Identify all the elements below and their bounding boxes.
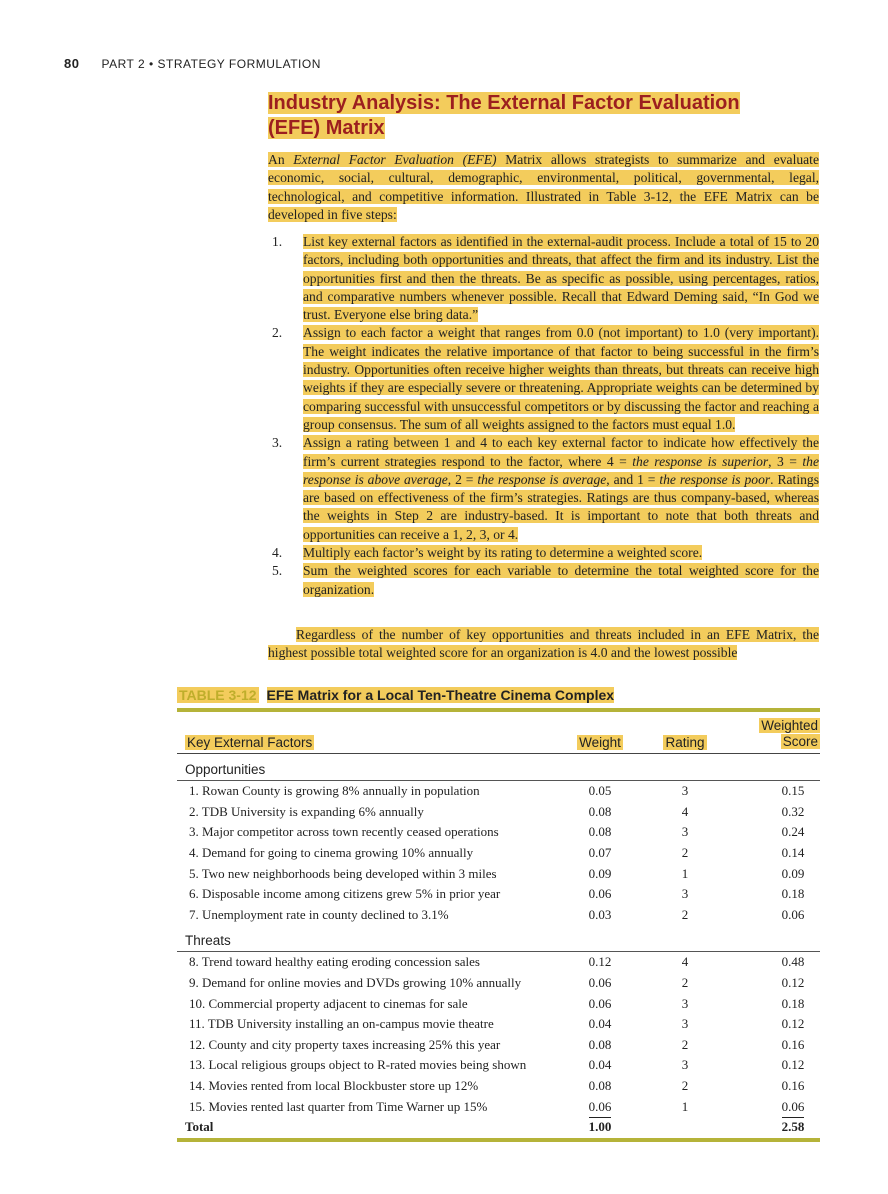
cell-weight: 0.06 <box>588 1098 612 1114</box>
cell-score: 0.16 <box>781 1036 805 1052</box>
total-row <box>177 1117 820 1140</box>
group-row-threats: Threats <box>177 925 820 952</box>
cell-factor: 15. Movies rented last quarter from Time Warner up 15% <box>189 1098 488 1114</box>
cell-weight: 0.04 <box>588 1016 612 1032</box>
cell-score: 0.06 <box>781 1098 805 1114</box>
page-number: 80 <box>64 56 80 71</box>
step-item: 4. Multiply each factor’s weight by its rating to determine a weighted score. <box>272 545 703 561</box>
col-header-weight: Weight <box>560 712 640 754</box>
section-heading-line2: (EFE) Matrix <box>268 117 385 139</box>
cell-factor: 6. Disposable income among citizens grew 5% in prior year <box>189 886 501 902</box>
table-row <box>177 884 820 905</box>
cell-score: 0.18 <box>781 995 805 1011</box>
table-row <box>177 993 820 1014</box>
cell-score: 0.15 <box>781 783 805 799</box>
cell-weight: 0.08 <box>588 1078 612 1094</box>
cell-weight: 0.07 <box>588 845 612 861</box>
total-score: 2.58 <box>781 1119 805 1135</box>
cell-rating: 2 <box>681 906 689 922</box>
cell-score: 0.18 <box>781 886 805 902</box>
cell-rating: 2 <box>681 1036 689 1052</box>
cell-score: 0.06 <box>781 906 805 922</box>
table-row <box>177 822 820 843</box>
table-row <box>177 1055 820 1076</box>
cell-factor: 9. Demand for online movies and DVDs growing 10% annually <box>189 975 522 991</box>
cell-weight: 0.05 <box>588 783 612 799</box>
step-item: 2. Assign to each factor a weight that ranges from 0.0 (not important) to 1.0 (very important). The weight indicates the relative importance of that factor to being successful in the firm’s industry. Opportunities often receive higher weights than threats, but threats can receive high weights if they are especially severe or threatening. Appropriate weights can be determined by comparing successful with unsuccessful competitors or by discussing the factor and reaching a group consensus. The sum of all weights assigned to the factors must equal 1.0. <box>272 325 819 432</box>
cell-rating: 3 <box>681 995 689 1011</box>
cell-score: 0.16 <box>781 1078 805 1094</box>
closing-paragraph: Regardless of the number of key opportunities and threats included in an EFE Matrix, the highest possible total weighted score for an organization is 4.0 and the lowest possible <box>268 627 819 661</box>
cell-rating: 3 <box>681 824 689 840</box>
step-item: 1. List key external factors as identified in the external-audit process. Include a total of 15 to 20 factors, including both opportunities and threats, that affect the firm and its industry. List the opportunities first and then the threats. Be as specific as possible, using percentages, ratios, and comparative numbers whenever possible. Recall that Edward Deming said, “In God we trust. Everyone else bring data.” <box>272 234 819 323</box>
cell-rating: 3 <box>681 886 689 902</box>
step-item: 5. Sum the weighted scores for each variable to determine the total weighted score for the organization. <box>272 563 819 597</box>
cell-factor: 8. Trend toward healthy eating eroding concession sales <box>189 954 480 970</box>
col-header-factor: Key External Factors <box>177 712 560 754</box>
table-row <box>177 1014 820 1035</box>
cell-factor: 14. Movies rented from local Blockbuster store up 12% <box>189 1078 479 1094</box>
table-row <box>177 843 820 864</box>
group-row-opportunities: Opportunities <box>177 754 820 781</box>
cell-weight: 0.03 <box>588 906 612 922</box>
col-header-score: Weighted Score <box>730 712 820 754</box>
cell-factor: 2. TDB University is expanding 6% annually <box>189 803 424 819</box>
cell-weight: 0.12 <box>588 954 612 970</box>
cell-weight: 0.06 <box>588 886 612 902</box>
table-title: EFE Matrix for a Local Ten-Theatre Cinema Complex <box>266 687 615 703</box>
section-heading <box>268 91 828 141</box>
table-row <box>177 905 820 926</box>
cell-factor: 13. Local religious groups object to R-rated movies being shown <box>189 1057 527 1073</box>
cell-rating: 1 <box>681 1098 689 1114</box>
cell-rating: 2 <box>681 845 689 861</box>
section-heading-line1: Industry Analysis: The External Factor Evaluation <box>268 92 740 114</box>
cell-score: 0.24 <box>781 824 805 840</box>
total-label: Total <box>185 1119 214 1135</box>
table-label: TABLE 3-12 <box>179 687 257 703</box>
page-header <box>64 56 321 71</box>
steps-list <box>268 233 819 599</box>
col-header-rating: Rating <box>640 712 730 754</box>
cell-rating: 2 <box>681 975 689 991</box>
cell-factor: 7. Unemployment rate in county declined to 3.1% <box>189 906 449 922</box>
total-weight: 1.00 <box>588 1119 612 1135</box>
cell-factor: 12. County and city property taxes increasing 25% this year <box>189 1036 501 1052</box>
efe-matrix-table <box>177 708 820 1142</box>
table-row <box>177 802 820 823</box>
cell-rating: 3 <box>681 1057 689 1073</box>
table-row <box>177 952 820 973</box>
table-caption <box>177 687 820 703</box>
section-title: PART 2 • STRATEGY FORMULATION <box>101 57 321 71</box>
cell-weight: 0.08 <box>588 1036 612 1052</box>
cell-weight: 0.04 <box>588 1057 612 1073</box>
cell-weight: 0.08 <box>588 824 612 840</box>
cell-score: 0.32 <box>781 803 805 819</box>
cell-weight: 0.06 <box>588 975 612 991</box>
cell-rating: 1 <box>681 865 689 881</box>
cell-rating: 3 <box>681 1016 689 1032</box>
cell-weight: 0.08 <box>588 803 612 819</box>
cell-weight: 0.09 <box>588 865 612 881</box>
cell-score: 0.12 <box>781 975 805 991</box>
cell-weight: 0.06 <box>588 995 612 1011</box>
step-item: 3. Assign a rating between 1 and 4 to each key external factor to indicate how effectively the firm’s current strategies respond to the factor, where 4 = the response is superior, 3 = the response is above average, 2 = the response is average, and 1 = the response is poor. Ratings are based on effectiveness of the firm’s strategies. Ratings are thus company-based, whereas the weights in Step 2 are industry-based. It is important to note that both threats and opportunities can receive a 1, 2, 3, or 4. <box>272 435 819 542</box>
cell-factor: 1. Rowan County is growing 8% annually in population <box>189 783 480 799</box>
intro-paragraph: An External Factor Evaluation (EFE) Matrix allows strategists to summarize and evaluate economic, social, cultural, demographic, environmental, political, governmental, legal, technological, and competitive information. Illustrated in Table 3-12, the EFE Matrix can be developed in five steps: <box>268 152 819 222</box>
table-header-row <box>177 712 820 754</box>
cell-factor: 3. Major competitor across town recently ceased operations <box>189 824 499 840</box>
cell-rating: 2 <box>681 1078 689 1094</box>
total-rating <box>640 1117 730 1140</box>
cell-factor: 10. Commercial property adjacent to cinemas for sale <box>189 995 468 1011</box>
table-row <box>177 863 820 884</box>
cell-score: 0.12 <box>781 1016 805 1032</box>
cell-factor: 4. Demand for going to cinema growing 10% annually <box>189 845 474 861</box>
cell-rating: 3 <box>681 783 689 799</box>
table-row <box>177 1076 820 1097</box>
table-row <box>177 1096 820 1117</box>
cell-rating: 4 <box>681 803 689 819</box>
cell-score: 0.12 <box>781 1057 805 1073</box>
table-row <box>177 781 820 802</box>
cell-factor: 5. Two new neighborhoods being developed within 3 miles <box>189 865 497 881</box>
cell-score: 0.48 <box>781 954 805 970</box>
cell-rating: 4 <box>681 954 689 970</box>
table-row <box>177 1035 820 1056</box>
cell-score: 0.09 <box>781 865 805 881</box>
cell-score: 0.14 <box>781 845 805 861</box>
intro-emphasis: External Factor Evaluation (EFE) <box>293 152 497 167</box>
table-row <box>177 973 820 994</box>
cell-factor: 11. TDB University installing an on-campus movie theatre <box>189 1016 494 1032</box>
